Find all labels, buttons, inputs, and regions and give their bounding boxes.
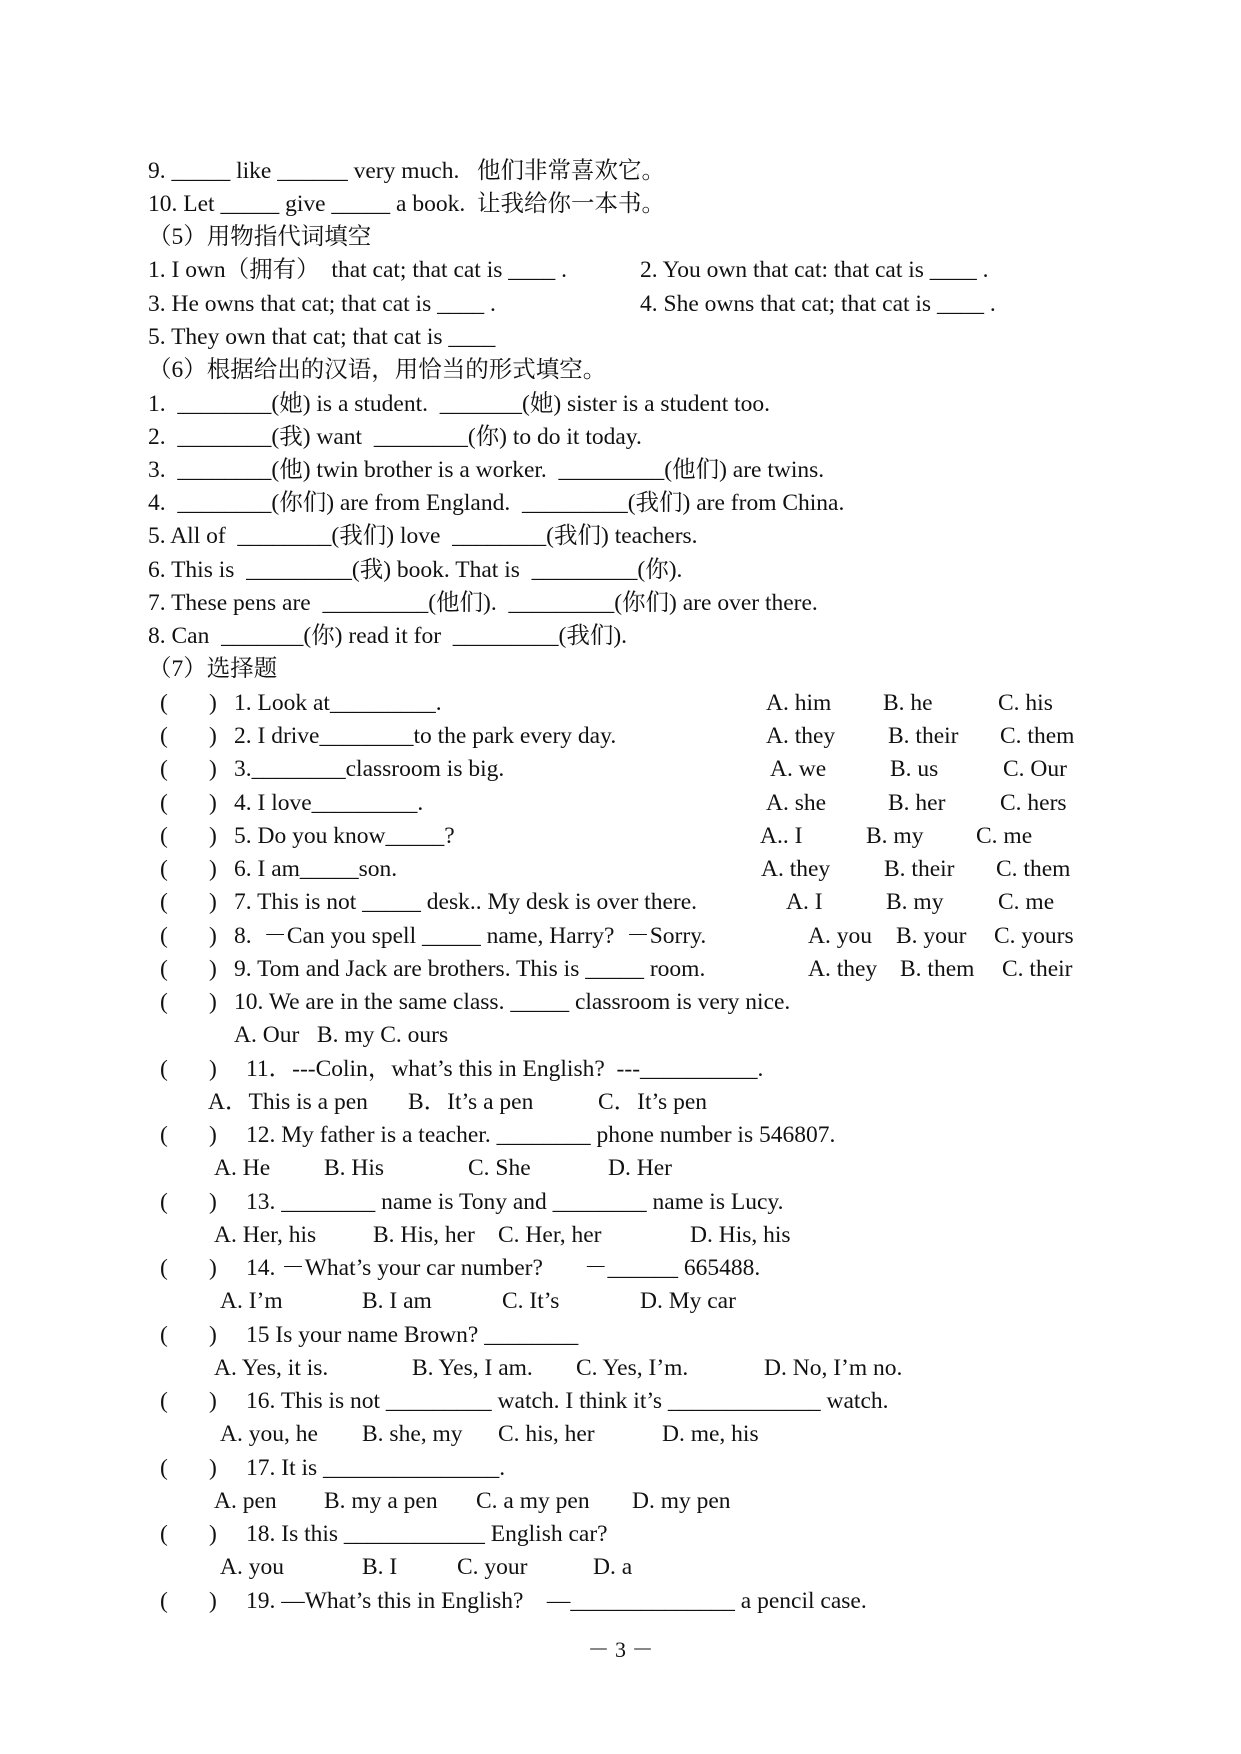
s4-question-10: 10. Let _____ give _____ a book. 让我给你一本书。 — [148, 191, 665, 217]
s6-line: 8. Can _______(你) read it for _________(我们). — [148, 623, 628, 649]
q5-option-a: A.. I — [760, 823, 803, 849]
q16-option-c: C. his, her — [498, 1421, 595, 1447]
q6-option-c: C. them — [996, 856, 1071, 882]
q5-option-b: B. my — [866, 823, 924, 849]
q4-stem: 4. I love_________. — [234, 790, 424, 816]
q14-option-c: C. It’s — [502, 1288, 560, 1314]
q2-stem: 2. I drive________to the park every day. — [234, 723, 617, 749]
q10-stem: 10. We are in the same class. _____ classroom is very nice. — [234, 989, 791, 1015]
q13-option-d: D. His, his — [690, 1222, 791, 1248]
answer-paren[interactable]: ( ) — [160, 1521, 217, 1547]
q16-option-d: D. me, his — [662, 1421, 759, 1447]
q8-stem: 8. －Can you spell _____ name, Harry? －Sorry. — [234, 923, 707, 949]
s5-question-1: 1. I own（拥有） that cat; that cat is ____ . — [148, 257, 568, 283]
q15-option-a: A. Yes, it is. — [214, 1355, 329, 1381]
s6-line: 2. ________(我) want ________(你) to do it today. — [148, 424, 642, 450]
q12-option-d: D. Her — [608, 1155, 672, 1181]
q7-option-c: C. me — [998, 889, 1055, 915]
s6-line: 4. ________(你们) are from England. _________(我们) are from China. — [148, 490, 845, 516]
q9-option-a: A. they — [808, 956, 878, 982]
q7-option-b: B. my — [886, 889, 944, 915]
q11-option-b: B．It’s a pen — [408, 1089, 534, 1115]
q17-option-a: A. pen — [214, 1488, 277, 1514]
q6-stem: 6. I am_____son. — [234, 856, 398, 882]
q1-option-a: A. him — [766, 690, 832, 716]
section-5-heading: （5）用物指代词填空 — [148, 224, 372, 250]
q15-stem: 15 Is your name Brown? ________ — [246, 1322, 579, 1348]
q4-option-a: A. she — [766, 790, 827, 816]
q15-option-b: B. Yes, I am. — [412, 1355, 533, 1381]
answer-paren[interactable]: ( ) — [160, 1322, 217, 1348]
answer-paren[interactable]: ( ) — [160, 690, 217, 716]
q8-option-b: B. your — [896, 923, 967, 949]
q18-option-c: C. your — [457, 1554, 528, 1580]
q7-option-a: A. I — [786, 889, 823, 915]
q1-stem: 1. Look at_________. — [234, 690, 442, 716]
q17-option-b: B. my a pen — [324, 1488, 438, 1514]
answer-paren[interactable]: ( ) — [160, 956, 217, 982]
s4-question-9: 9. _____ like ______ very much. 他们非常喜欢它。 — [148, 158, 665, 184]
q12-option-b: B. His — [324, 1155, 385, 1181]
q11-option-a: A．This is a pen — [208, 1089, 368, 1115]
answer-paren[interactable]: ( ) — [160, 923, 217, 949]
q9-option-b: B. them — [900, 956, 975, 982]
answer-paren[interactable]: ( ) — [160, 1388, 217, 1414]
q12-option-a: A. He — [214, 1155, 271, 1181]
q15-option-c: C. Yes, I’m. — [576, 1355, 689, 1381]
q8-option-a: A. you — [808, 923, 872, 949]
q1-option-b: B. he — [883, 690, 933, 716]
answer-paren[interactable]: ( ) — [160, 856, 217, 882]
q17-option-d: D. my pen — [632, 1488, 731, 1514]
q15-option-d: D. No, I’m no. — [764, 1355, 903, 1381]
answer-paren[interactable]: ( ) — [160, 1189, 217, 1215]
q2-option-b: B. their — [888, 723, 959, 749]
q18-option-d: D. a — [593, 1554, 633, 1580]
q4-option-b: B. her — [888, 790, 946, 816]
q3-option-b: B. us — [890, 756, 939, 782]
q18-option-a: A. you — [220, 1554, 284, 1580]
q17-option-c: C. a my pen — [476, 1488, 590, 1514]
q13-option-b: B. His, her — [373, 1222, 475, 1248]
s6-line: 3. ________(他) twin brother is a worker. _________(他们) are twins. — [148, 457, 825, 483]
q18-stem: 18. Is this ____________ English car? — [246, 1521, 608, 1547]
q3-option-c: C. Our — [1003, 756, 1067, 782]
q6-option-b: B. their — [884, 856, 955, 882]
s5-question-3: 3. He owns that cat; that cat is ____ . — [148, 291, 496, 317]
q19-stem: 19. —What’s this in English? —______________ a pencil case. — [246, 1588, 867, 1614]
q14-stem: 14. －What’s your car number? －______ 665488. — [246, 1255, 761, 1281]
answer-paren[interactable]: ( ) — [160, 790, 217, 816]
q12-stem: 12. My father is a teacher. ________ phone number is 546807. — [246, 1122, 836, 1148]
s6-line: 5. All of ________(我们) love ________(我们) teachers. — [148, 523, 698, 549]
q18-option-b: B. I — [362, 1554, 398, 1580]
q6-option-a: A. they — [761, 856, 831, 882]
q10-options: A. Our B. my C. ours — [234, 1022, 449, 1048]
q5-stem: 5. Do you know_____? — [234, 823, 455, 849]
q14-option-d: D. My car — [640, 1288, 736, 1314]
answer-paren[interactable]: ( ) — [160, 889, 217, 915]
answer-paren[interactable]: ( ) — [160, 723, 217, 749]
q13-option-a: A. Her, his — [214, 1222, 317, 1248]
q14-option-b: B. I am — [362, 1288, 432, 1314]
answer-paren[interactable]: ( ) — [160, 989, 217, 1015]
answer-paren[interactable]: ( ) — [160, 756, 217, 782]
s6-line: 1. ________(她) is a student. _______(她) sister is a student too. — [148, 391, 771, 417]
q2-option-a: A. they — [766, 723, 836, 749]
answer-paren[interactable]: ( ) — [160, 823, 217, 849]
section-6-heading: （6）根据给出的汉语，用恰当的形式填空。 — [148, 357, 607, 383]
q12-option-c: C. She — [468, 1155, 531, 1181]
q9-option-c: C. their — [1002, 956, 1073, 982]
page-number: － 3 － — [587, 1637, 654, 1662]
q11-stem: 11．---Colin，what’s this in English? ---__________. — [246, 1056, 764, 1082]
q7-stem: 7. This is not _____ desk.. My desk is over there. — [234, 889, 698, 915]
answer-paren[interactable]: ( ) — [160, 1455, 217, 1481]
answer-paren[interactable]: ( ) — [160, 1255, 217, 1281]
q14-option-a: A. I’m — [220, 1288, 283, 1314]
answer-paren[interactable]: ( ) — [160, 1056, 217, 1082]
q1-option-c: C. his — [998, 690, 1053, 716]
q3-option-a: A. we — [770, 756, 827, 782]
q5-option-c: C. me — [976, 823, 1033, 849]
answer-paren[interactable]: ( ) — [160, 1122, 217, 1148]
q4-option-c: C. hers — [1000, 790, 1067, 816]
section-7-heading: （7）选择题 — [148, 656, 278, 682]
answer-paren[interactable]: ( ) — [160, 1588, 217, 1614]
s5-question-5: 5. They own that cat; that cat is ____ — [148, 324, 496, 350]
q13-stem: 13. ________ name is Tony and ________ name is Lucy. — [246, 1189, 784, 1215]
q9-stem: 9. Tom and Jack are brothers. This is _____ room. — [234, 956, 706, 982]
s6-line: 7. These pens are _________(他们). _________(你们) are over there. — [148, 590, 818, 616]
q17-stem: 17. It is _______________. — [246, 1455, 506, 1481]
q2-option-c: C. them — [1000, 723, 1075, 749]
q13-option-c: C. Her, her — [498, 1222, 602, 1248]
q11-option-c: C．It’s pen — [598, 1089, 708, 1115]
q16-option-b: B. she, my — [362, 1421, 463, 1447]
s5-question-4: 4. She owns that cat; that cat is ____ . — [640, 291, 996, 317]
q3-stem: 3.________classroom is big. — [234, 756, 505, 782]
s6-line: 6. This is _________(我) book. That is _________(你). — [148, 557, 683, 583]
q16-option-a: A. you, he — [220, 1421, 318, 1447]
s5-question-2: 2. You own that cat: that cat is ____ . — [640, 257, 989, 283]
q16-stem: 16. This is not _________ watch. I think it’s _____________ watch. — [246, 1388, 889, 1414]
q8-option-c: C. yours — [994, 923, 1074, 949]
